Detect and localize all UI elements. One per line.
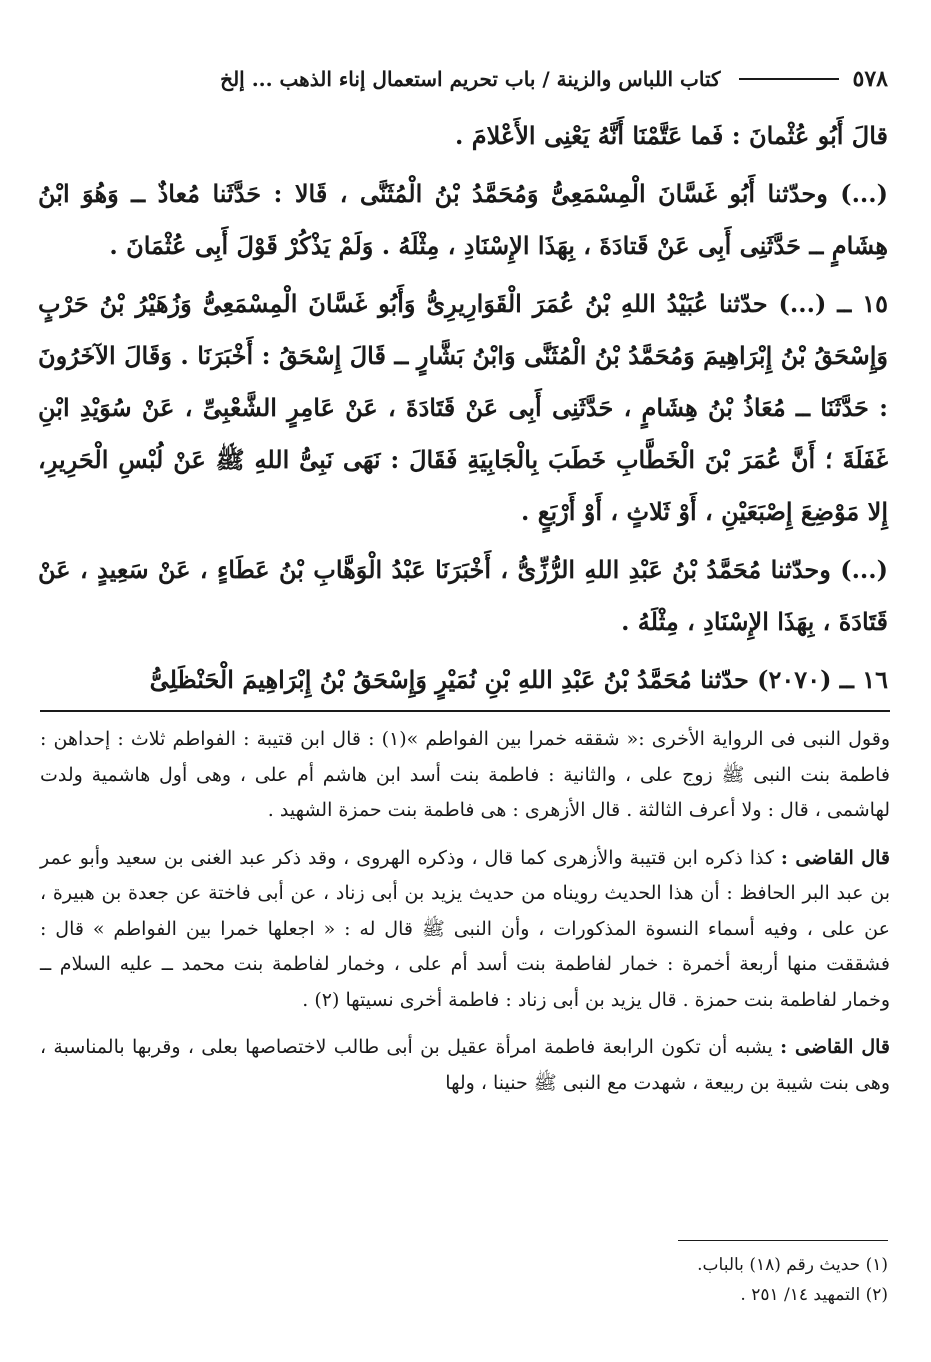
footnote-divider [678,1240,888,1241]
commentary-paragraph [40,1030,890,1101]
hadith-paragraph: ١٦ ــ (٢٠٧٠) حدّثنا مُحَمَّدُ بْنُ عَبْدِ اللهِ بْنِ نُمَيْرٍ وَإِسْحَقُ بْنُ إِبْرَاهِيمَ الْحَنْظَلِىُّ [149,665,888,694]
hadith-paragraph: قالَ أَبُو عُثْمانَ : فَما عَتَّمْنَا أَنَّهُ يَعْنِى الأَعْلامَ . [455,121,888,150]
commentary-lead: قال القاضى : [780,846,890,869]
commentary-paragraph: وقول النبى فى الرواية الأخرى :« شققه خمرا بين الفواطم »(١) : قال ابن قتيبة : الفواطم ثلاث : إحداهن : فاطمة بنت النبى ﷺ زوج على ، والثانية : فاطمة بنت أسد ابن هاشم أم على ، وهى أول هاشمية ولدت لهاشمى ، قال : ولا أعرف الثالثة . قال الأزهرى : هى فاطمة بنت حمزة الشهيد . [40,728,891,821]
header-rule [739,78,839,80]
hadith-paragraph: (...) وحدّثنا مُحَمَّدُ بْنُ عَبْدِ اللهِ الرُّزِّىُّ ، أَخْبَرَنَا عَبْدُ الْوَهَّابِ بْنُ عَطَاءٍ ، عَنْ سَعِيدٍ ، عَنْ قَتَادَةَ ، بِهَذَا الإِسْنَادِ ، مِثْلَهُ . [38,555,888,636]
footnote-1: (١) حديث رقم (١٨) بالباب. [697,1255,888,1275]
commentary-lead: قال القاضى : [780,1036,890,1058]
page-number: ٥٧٨ [852,66,888,92]
hadith-paragraph: (...) وحدّثنا أَبُو غَسَّانَ الْمِسْمَعِىُّ وَمُحَمَّدُ بْنُ الْمُثَنَّى ، قَالا : حَدَّثَنا مُعاذٌ ــ وَهُوَ ابْنُ هِشَامٍ ــ حَدَّثَنِى أَبِى عَنْ قَتادَةَ ، بِهَذَا الإِسْنَادِ ، مِثْلَهُ . وَلَمْ يَذْكُرْ قَوْلَ أَبِى عُثْمَانَ . [38,179,888,260]
running-header [38,62,888,96]
footnotes [388,1250,888,1310]
main-divider [40,710,890,712]
header-title: كتاب اللباس والزينة / باب تحريم استعمال إناء الذهب ... إلخ [220,67,721,91]
commentary-body: كذا ذكره ابن قتيبة والأزهرى كما قال ، وذكره الهروى ، وقد ذكر عبد الغنى بن سعيد وأبو عمر بن عبد البر الحافظ : أن هذا الحديث رويناه من حديث يزيد بن أبى زناد ، عن أبى فاختة عن جعدة بن هبيرة ، عن على ، وفيه أسماء النسوة المذكورات ، وأن النبى ﷺ قال له : « اجعلها خمرا بين الفواطم » قال : فشققت منها أربعة أخمرة : خمار لفاطمة بنت أسد أم على ، وخمار لفاطمة بنت محمد ــ عليه السلام ــ وخمار لفاطمة بنت حمزة . قال يزيد بن أبى زناد : فاطمة أخرى نسيتها (٢) . [40,846,890,1011]
hadith-text [38,110,888,712]
commentary-paragraph [40,841,890,1019]
footnote-2: (٢) التمهيد ١٤/ ٢٥١ . [740,1285,888,1305]
commentary-body: يشبه أن تكون الرابعة فاطمة امرأة عقيل بن أبى طالب لاختصاصها بعلى ، وقربها بالمناسبة ، وهى بنت شيبة بن ربيعة ، شهدت مع النبى ﷺ حنينا ، ولها [40,1036,890,1094]
commentary-section [40,722,890,1113]
hadith-paragraph: ١٥ ــ (...) حدّثنا عُبَيْدُ اللهِ بْنُ عُمَرَ الْقَوَارِيرِىُّ وَأَبُو غَسَّانَ الْمِسْمَعِىُّ وَزُهَيْرُ بْنُ حَرْبٍ وَإِسْحَقُ بْنُ إِبْرَاهِيمَ وَمُحَمَّدُ بْنُ الْمُثَنَّى وَابْنُ بَشَّارٍ ــ قَالَ إِسْحَقُ : أَخْبَرَنَا . وَقَالَ الآخَرُونَ : حَدَّثَنَا ــ مُعَاذُ بْنُ هِشَامٍ ، حَدَّثَنِى أَبِى عَنْ قَتَادَةَ ، عَنْ عَامِرٍ الشَّعْبِىِّ ، عَنْ سُوَيْدِ ابْنِ غَفَلَةَ ؛ أَنَّ عُمَرَ بْنَ الْخَطَّابِ خَطَبَ بِالْجَابِيَةِ فَقَالَ : نَهَى نَبِىُّ اللهِ ﷺ عَنْ لُبْسِ الْحَرِيرِ، إِلا مَوْضِعَ إِصْبَعَيْنِ ، أَوْ ثَلاثٍ ، أَوْ أَرْبَعٍ . [38,289,888,526]
